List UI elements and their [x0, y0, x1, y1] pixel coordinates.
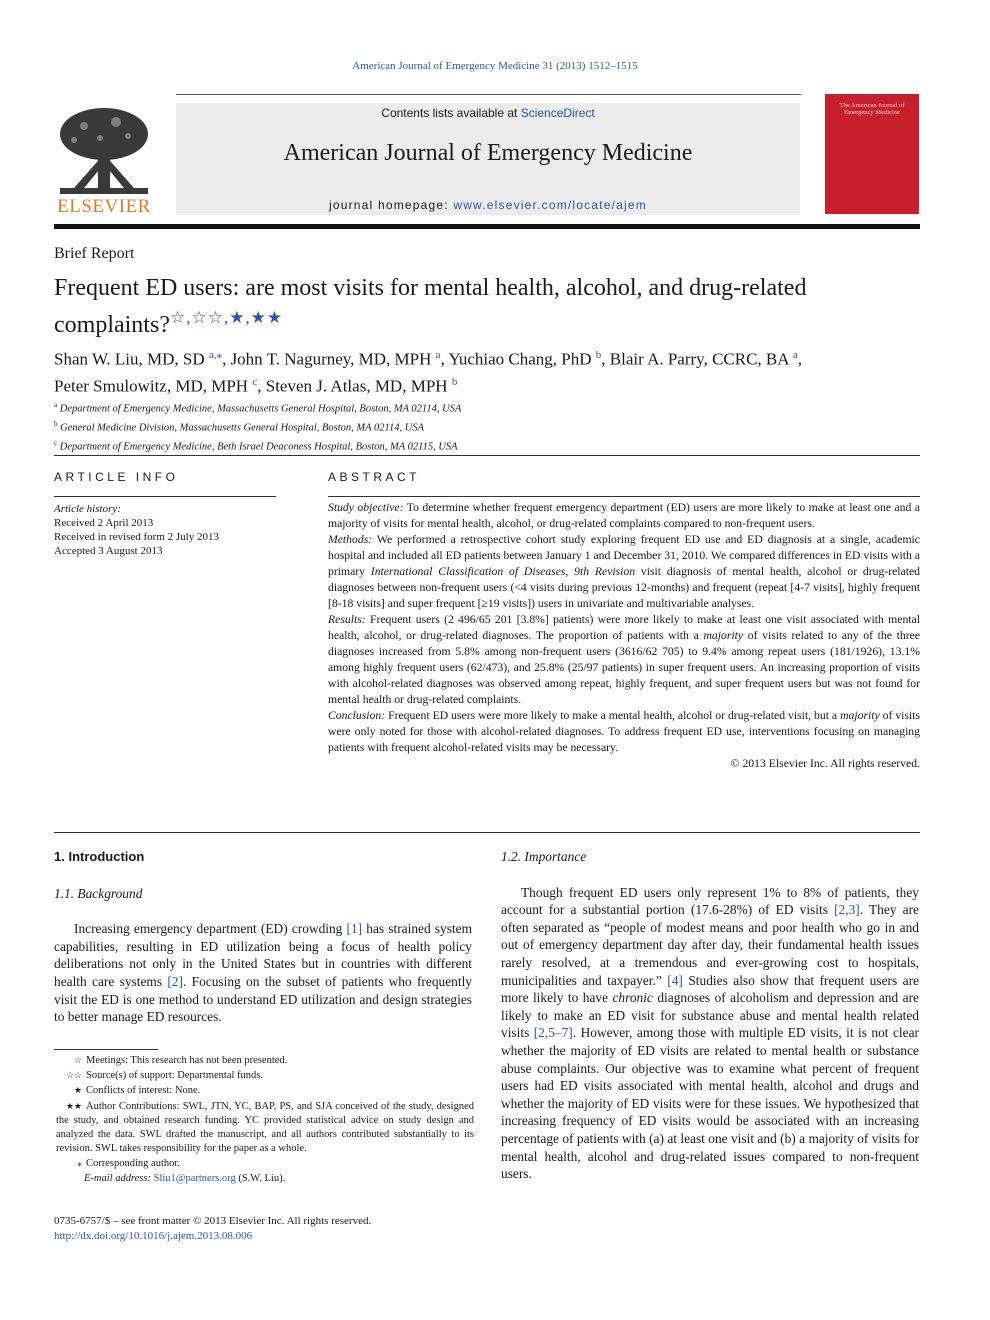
- footnote-item: [54, 1156, 474, 1171]
- abstract-body: [328, 500, 920, 772]
- footnotes: [54, 1053, 474, 1186]
- citation-link[interactable]: [2,3]: [834, 902, 860, 918]
- article-title: Frequent ED users: are most visits for mental health, alcohol, and drug-related complaints?☆,☆☆,★,★★: [54, 275, 807, 338]
- author-separator: ,: [601, 349, 610, 369]
- author-name: Peter Smulowitz, MD, MPH: [54, 376, 253, 396]
- subsection-heading-background: 1.1. Background: [54, 885, 143, 901]
- sciencedirect-link[interactable]: ScienceDirect: [520, 106, 595, 120]
- author-name: Yuchiao Chang, PhD: [448, 349, 596, 369]
- header-bottom-rule: [54, 224, 920, 229]
- homepage-line: journal homepage: www.elsevier.com/locate/ajem: [328, 198, 647, 212]
- received-date: Received 2 April 2013: [54, 517, 154, 529]
- citation-link[interactable]: [2]: [167, 973, 183, 989]
- doi-link[interactable]: http://dx.doi.org/10.1016/j.ajem.2013.08.006: [54, 1229, 253, 1242]
- footnote-item: [54, 1099, 474, 1157]
- affiliation-item: [54, 417, 754, 436]
- footnote-item: [54, 1053, 474, 1068]
- subsection-heading-importance: 1.2. Importance: [501, 849, 587, 864]
- footnote-mark: ★: [73, 1085, 82, 1096]
- title-footnote-marks[interactable]: ☆,☆☆,★,★★: [169, 308, 284, 327]
- author-list: [54, 344, 920, 397]
- journal-reference[interactable]: American Journal of Emergency Medicine 31 (2013) 1512–1515: [352, 60, 638, 72]
- author-name: Blair A. Parry, CCRC, BA: [609, 349, 793, 369]
- cover-title: The American Journal of Emergency Medicine: [839, 102, 905, 116]
- divider: [54, 496, 276, 497]
- body-right-column: [501, 848, 919, 1183]
- footnote-item: [54, 1083, 474, 1098]
- affiliation-text: Department of Emergency Medicine, Beth Israel Deaconess Hospital, Boston, MA 02115, USA: [59, 441, 458, 453]
- author-affiliation-mark[interactable]: b: [451, 375, 458, 388]
- footnote-text: Author Contributions: SWL, JTN, YC, BAP, PS, and SJA conceived of the study, designed the study, and obtained research funding. YC provided statistical advice on study design and analyzed the data. SWL drafted the manuscript, and all authors contributed substantially to its revision. SWL takes responsibility for the paper as a whole.: [56, 1100, 474, 1155]
- body-left-column: [54, 848, 472, 1026]
- email-link[interactable]: Sliu1@partners.org: [153, 1172, 236, 1184]
- author-affiliation-mark[interactable]: c: [252, 375, 258, 388]
- divider: [54, 455, 920, 456]
- author-separator: ,: [257, 376, 266, 396]
- affiliation-mark: a: [54, 401, 58, 409]
- affiliations: [54, 398, 754, 455]
- affiliation-text: Department of Emergency Medicine, Massachusetts General Hospital, Boston, MA 02114, USA: [59, 403, 462, 415]
- footnote-mark: ☆: [73, 1055, 82, 1065]
- footnote-item: [54, 1068, 474, 1083]
- author-affiliation-mark[interactable]: b: [595, 349, 602, 361]
- abstract-conclusion: Conclusion: Frequent ED users were more likely to make a mental health, alcohol or drug-related visit, but a majority of visits were only noted for those with alcohol-related diagnoses. To address frequent ED use, interventions focusing on managing patients with frequent alcohol-related visits may be necessary.: [328, 709, 920, 754]
- contents-line: Contents lists available at ScienceDirect: [381, 106, 595, 120]
- issn-line: 0735-6757/$ – see front matter © 2013 Elsevier Inc. All rights reserved.: [54, 1215, 372, 1227]
- author-separator: ,: [440, 349, 449, 369]
- author-name: Steven J. Atlas, MD, MPH: [265, 376, 452, 396]
- elsevier-wordmark: ELSEVIER: [57, 196, 151, 217]
- author-name: John T. Nagurney, MD, MPH: [230, 349, 436, 369]
- citation-link[interactable]: [4]: [667, 972, 683, 988]
- footnote-mark: ⁎: [77, 1158, 82, 1169]
- divider: [328, 496, 920, 497]
- front-matter-footer: [54, 1214, 371, 1243]
- abstract-heading: ABSTRACT: [328, 470, 421, 484]
- revised-date: Received in revised form 2 July 2013: [54, 531, 219, 543]
- affiliation-mark: c: [54, 439, 58, 447]
- footnote-email: E-mail address: Sliu1@partners.org (S.W. Liu).: [84, 1172, 286, 1184]
- article-type: Brief Report: [54, 245, 135, 262]
- author-separator: ,: [797, 349, 802, 369]
- accepted-date: Accepted 3 August 2013: [54, 545, 163, 557]
- affiliation-item: [54, 398, 754, 417]
- footnote-mark: ☆☆: [65, 1070, 82, 1081]
- author-line-1: [54, 344, 920, 371]
- article-history: [54, 502, 276, 558]
- header-top-rule: [176, 94, 801, 95]
- author-affiliation-mark[interactable]: a: [792, 349, 798, 361]
- history-label: Article history:: [54, 503, 121, 515]
- citation-link[interactable]: [1]: [346, 921, 363, 937]
- article-info-heading: ARTICLE INFO: [54, 470, 179, 484]
- author-affiliation-mark[interactable]: a,⁎: [208, 349, 223, 361]
- author-affiliation-mark[interactable]: a: [435, 349, 441, 361]
- footnote-rule: [54, 1049, 158, 1050]
- background-paragraph: Increasing emergency department (ED) crowding [1] has strained system capabilities, resulting in ED utilization being a focus of health policy deliberations not only in the United States but in countries with different health care systems [2]. Focusing on the subset of patients who frequently visit the ED is one method to understand ED utilization and design strategies to better manage ED resources.: [54, 921, 473, 1025]
- section-heading-introduction: 1. Introduction: [54, 849, 145, 864]
- journal-title: American Journal of Emergency Medicine: [283, 140, 693, 166]
- author-name: Shan W. Liu, MD, SD: [54, 349, 209, 369]
- abstract-copyright: © 2013 Elsevier Inc. All rights reserved.: [730, 757, 920, 770]
- footnote-text: Source(s) of support: Departmental funds.: [86, 1070, 263, 1082]
- author-line-2: [54, 371, 920, 398]
- author-separator: ,: [222, 349, 231, 369]
- abstract-methods: Methods: We performed a retrospective cohort study exploring frequent ED use and ED diagnosis at a single, academic hospital and included all ED patients between January 1 and December 31, 2010. We compared differences in ED visits with a primary International Classification of Diseases, 9th Revision visit diagnosis of mental health, alcohol or drug-related diagnoses between non-frequent users (<4 visits during previous 12-months) and frequent (repeat [4-7 visits], highly frequent [8-18 visits] and super frequent [≥19 visits]) users in univariate and multivariable analyses.: [328, 533, 921, 610]
- affiliation-item: [54, 436, 754, 455]
- abstract-results: Results: Frequent users (2 496/65 201 [3.8%] patients) were more likely to make at least one visit associated with mental health, alcohol, or drug-related diagnoses. The proportion of patients with a majority of visits related to any of the three diagnoses increased from 5.8% among non-frequent users (3616/62 705) to 9.4% among repeat users (181/1926), 13.1% among highly frequent users (62/473), and 25.8% (25/97 patients) in super frequent users. An increasing proportion of visits with alcohol-related diagnoses was observed among repeat, highly frequent, and super frequent users but was not found for mental health or drug-related complaints.: [328, 613, 920, 706]
- abstract-objective: Study objective: To determine whether frequent emergency department (ED) users are more likely to make at least one and a majority of visits for mental health, alcohol, or drug-related complaints compared to non-frequent users.: [328, 501, 920, 530]
- homepage-link[interactable]: www.elsevier.com/locate/ajem: [453, 198, 647, 212]
- footnote-text: Corresponding author.: [86, 1158, 180, 1170]
- divider: [54, 832, 920, 833]
- footnote-mark: ★★: [65, 1100, 82, 1111]
- citation-link[interactable]: [2,5–7]: [533, 1025, 573, 1041]
- footnote-text: Conflicts of interest: None.: [86, 1085, 201, 1097]
- footnote-text: Meetings: This research has not been presented.: [86, 1055, 288, 1066]
- affiliation-text: General Medicine Division, Massachusetts General Hospital, Boston, MA 02114, USA: [60, 422, 424, 434]
- affiliation-mark: b: [54, 420, 58, 428]
- importance-paragraph: Though frequent ED users only represent 1% to 8% of patients, they account for a substantial portion (17.6-28%) of ED visits [2,3]. They are often separated as “people of modest means and poor health who go in and out of emergency department day after day, their fundamental health issues rarely resolved, at a tremendous and ever-growing cost to hospitals, municipalities and taxpayer.” [4] Studies also show that frequent users are more likely to have chronic diagnoses of alcoholism and depression and are likely to make an ED visit for substance abuse and mental health related visits [2,5–7]. However, among those with multiple ED visits, it is not clear whether the majority of ED visits are related to mental health or substance abuse complaints. Our objective was to examine what percent of frequent users had ED visits associated with mental health, alcohol and drugs and whether the majority of ED visits were for these issues. We hypothesized that increasing frequency of ED visits would be associated with an increasing percentage of patients with (a) at least one visit and (b) a majority of visits for mental health, alcohol and drug-related issues compared to non-frequent users.: [501, 884, 919, 1182]
